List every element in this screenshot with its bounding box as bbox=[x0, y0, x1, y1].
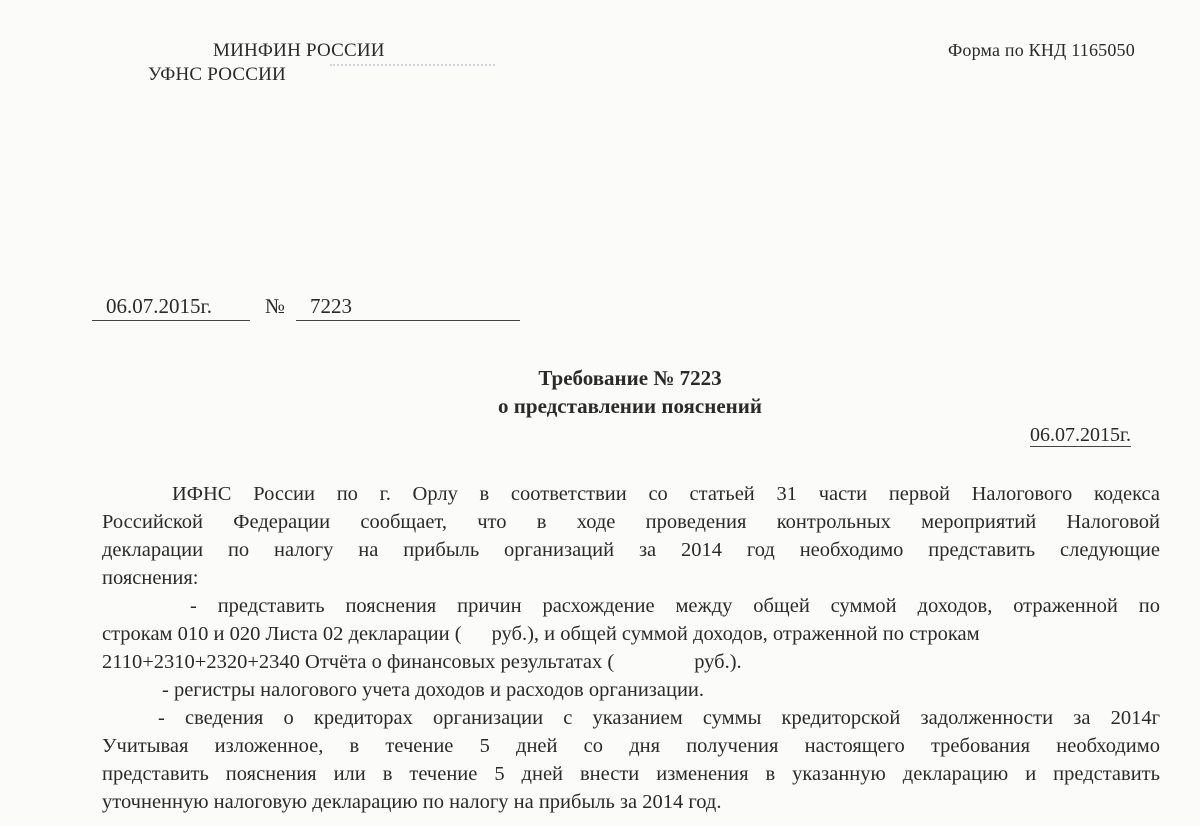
item-1-line-2-part-a: строкам 010 и 020 Листа 02 декларации ( bbox=[102, 623, 462, 645]
item-1-line-2-text bbox=[102, 620, 980, 648]
paragraph-2-line-2: представить пояснения или в течение 5 дней внести изменения в указанную декларацию и представить bbox=[102, 763, 1160, 785]
reference-date-field bbox=[92, 294, 250, 321]
paragraph-1-line-3: декларации по налогу на прибыль организаций за 2014 год необходимо представить следующие bbox=[102, 539, 1160, 561]
title-date: 06.07.2015г. bbox=[1030, 424, 1131, 446]
item-2: - регистры налогового учета доходов и расходов организации. bbox=[162, 679, 705, 701]
item-1-line-3-part-b: руб.). bbox=[694, 651, 742, 673]
paragraph-2-line-3: уточненную налоговую декларацию по налогу на прибыль за 2014 год. bbox=[102, 791, 722, 813]
item-1-line-3-part-a: 2110+2310+2320+2340 Отчёта о финансовых результатах ( bbox=[102, 651, 615, 673]
paragraph-1-line-2: Российской Федерации сообщает, что в ходе проведения контрольных мероприятий Налоговой bbox=[102, 511, 1160, 533]
document-subtitle: о представлении пояснений bbox=[498, 394, 762, 418]
paragraph-1-line-1: ИФНС России по г. Орлу в соответствии со статьей 31 части первой Налогового кодекса bbox=[172, 483, 1160, 505]
header-ministry: МИНФИН РОССИИ bbox=[213, 40, 385, 61]
document-title: Требование № 7223 bbox=[538, 366, 722, 390]
number-sign: № bbox=[265, 294, 286, 318]
reference-number-field bbox=[296, 294, 520, 321]
form-code: Форма по КНД 1165050 bbox=[948, 40, 1135, 60]
item-1-line-2-part-b: руб.), и общей суммой доходов, отраженной по строкам bbox=[491, 623, 980, 645]
item-1-line-1: - представить пояснения причин расхождение между общей суммой доходов, отраженной по bbox=[190, 595, 1160, 617]
paragraph-2-line-1: Учитывая изложенное, в течение 5 дней со дня получения настоящего требования необходимо bbox=[102, 735, 1160, 757]
header-department: УФНС РОССИИ bbox=[148, 64, 286, 85]
item-3: - сведения о кредиторах организации с указанием суммы кредиторской задолженности за 2014г bbox=[158, 707, 1160, 729]
reference-date: 06.07.2015г. bbox=[106, 294, 212, 318]
item-1-line-3 bbox=[102, 648, 1160, 676]
reference-number: 7223 bbox=[310, 294, 352, 318]
item-1-line-2 bbox=[102, 620, 1160, 648]
paragraph-1-line-4: пояснения: bbox=[102, 567, 199, 589]
redaction-smudge bbox=[330, 64, 495, 76]
